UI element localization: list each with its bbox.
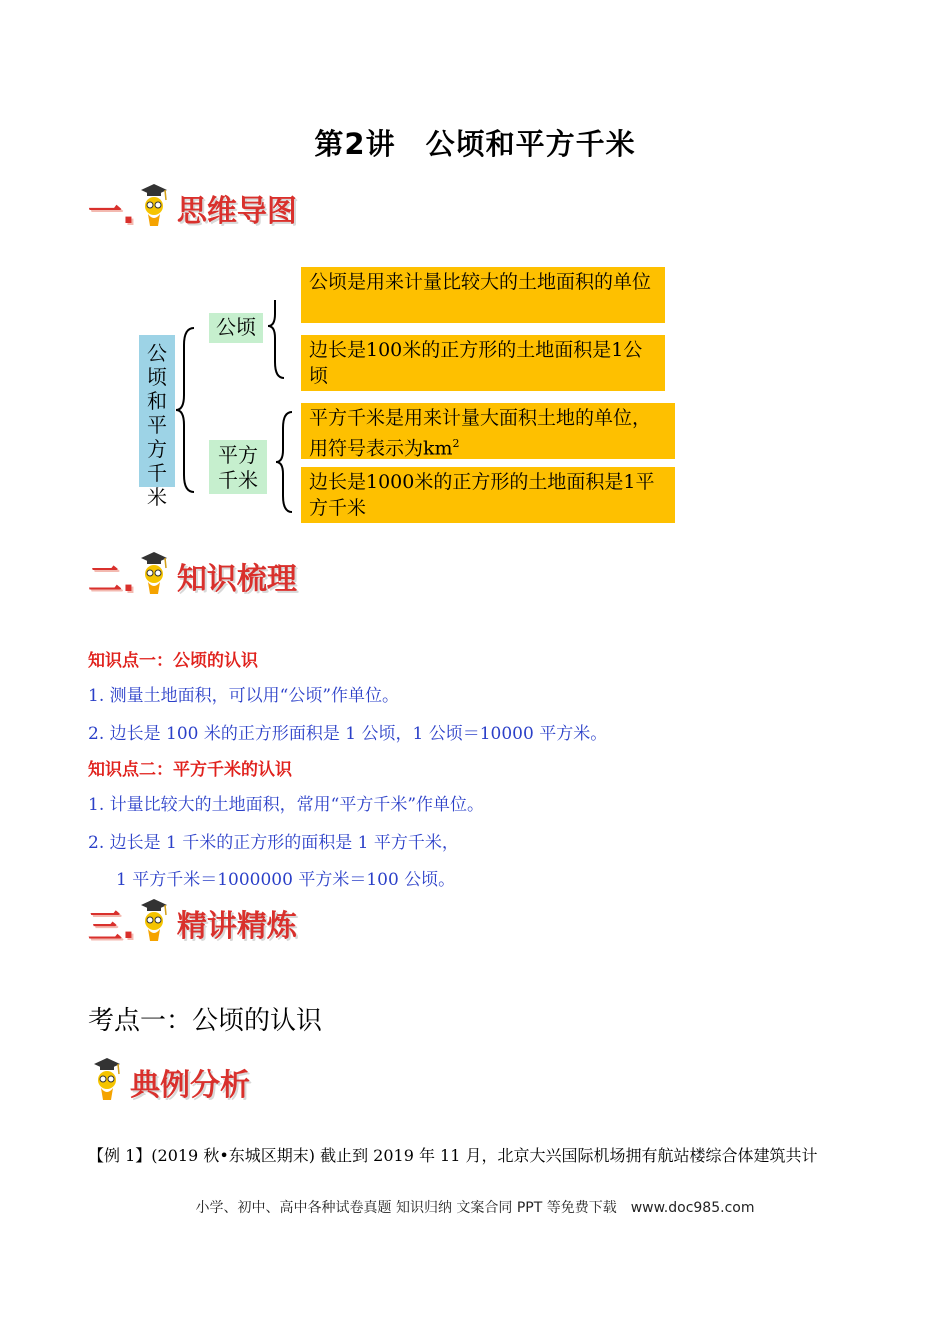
example-text: 【例 1】(2019 秋•东城区期末) 截止到 2019 年 11 月，北京大兴国际机场拥有航站楼综合体建筑共计 <box>88 1146 818 1165</box>
mindmap-branch-pingfangqianmi: 平方千米 <box>209 440 267 494</box>
section-number: 二. <box>88 560 135 600</box>
section-title: 思维导图 <box>176 194 297 229</box>
section-title: 知识梳理 <box>176 562 297 597</box>
knowledge-line: 1. 计量比较大的土地面积，常用“平方千米”作单位。 <box>88 795 485 815</box>
mindmap-item <box>301 403 675 459</box>
mindmap-item: 边长是1000米的正方形的土地面积是1平方千米 <box>301 467 675 523</box>
knowledge-line: 1. 测量土地面积，可以用“公顷”作单位。 <box>88 686 400 706</box>
mindmap-item-text: 平方千米是用来计量大面积土地的单位，用符号表示为km <box>309 407 652 460</box>
topic-heading: 考点一：公顷的认识 <box>88 1006 323 1036</box>
mindmap-root: 公顷和平方千米 <box>139 335 175 487</box>
knowledge-line: 2. 边长是 100 米的正方形面积是 1 公顷，1 公顷＝10000 平方米。 <box>88 724 608 744</box>
graduate-mascot-icon <box>137 550 171 596</box>
knowledge-point-title: 知识点二：平方千米的认识 <box>88 760 292 780</box>
section-title: 典例分析 <box>130 1068 250 1103</box>
graduate-mascot-icon <box>137 182 171 228</box>
section-number: 三. <box>88 907 135 947</box>
section-header-mindmap <box>88 182 297 232</box>
knowledge-point-title: 知识点一：公顷的认识 <box>88 651 258 671</box>
section-title: 精讲精炼 <box>176 909 297 944</box>
section-number: 一. <box>88 192 135 232</box>
knowledge-line: 1 平方千米＝1000000 平方米＝100 公顷。 <box>116 870 456 890</box>
section-header-knowledge <box>88 550 297 600</box>
knowledge-line: 2. 边长是 1 千米的正方形的面积是 1 平方千米， <box>88 833 459 853</box>
mindmap-item: 边长是100米的正方形的土地面积是1公顷 <box>301 335 665 391</box>
section-header-practice <box>88 897 297 947</box>
superscript: 2 <box>452 437 460 450</box>
mindmap-item: 公顷是用来计量比较大的土地面积的单位 <box>301 267 665 323</box>
footer: 小学、初中、高中各种试卷真题 知识归纳 文案合同 PPT 等免费下载 www.doc985.com <box>195 1200 755 1216</box>
page-title: 第2讲 公顷和平方千米 <box>314 127 636 161</box>
graduate-mascot-icon <box>90 1056 124 1102</box>
section-header-example <box>88 1056 250 1106</box>
mindmap-branch-gongqing: 公顷 <box>209 313 263 343</box>
graduate-mascot-icon <box>137 897 171 943</box>
